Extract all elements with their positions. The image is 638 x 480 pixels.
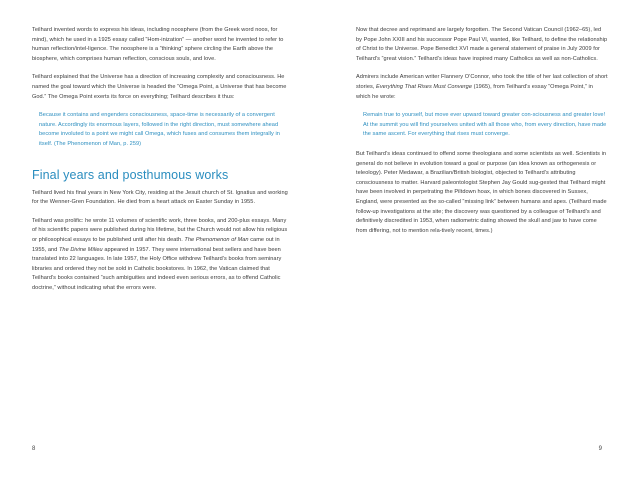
text-run: Teilhard was prolific: he wrote 11 volumes of scientific work, three books, and 200-plus essays. Many of his scientific papers were published during his lifetime, but the Church would not allow his religious or philosophical essays to be published until after his death.: [32, 217, 288, 243]
left-column: [32, 26, 290, 302]
text-run: came out in 1955, and: [32, 236, 280, 253]
book-title: The Divine Milieu: [58, 246, 103, 253]
body-paragraph: Now that decree and reprimand are largely forgotten. The Second Vatican Council (1962–65), led by Pope John XXIII and his successor Pope Paul VI, wanted, like Teilhard, to define the relationship of Christ to the Universe. Pope Benedict XVI made a general statement of praise in July 2009 for Teilhard’s “great vision.” Teilhard’s ideas have inspired many Catholics as well as non-Catholics.: [356, 27, 608, 62]
block-quote: Because it contains and engenders consciousness, space-time is necessarily of a convergent nature. Accordingly its enormous layers, followed in the right direction, must somewhere ahead become involuted to a point we might call Omega, which fuses and consumes them integrally in itself. (The Phenomenon of Man, p. 259): [39, 112, 280, 147]
book-title: The Phenomenon of Man: [184, 236, 249, 243]
body-paragraph: Teilhard invented words to express his ideas, including noosphere (from the Greek word noos, for mind), which he used in a 1925 essay called “Hom-inization” — another word he invented to refer to human reflection/intel-ligence. The noosphere is a “thinking” sphere circling the Earth above the biosphere, which comprises human reflection, conscious souls, and love.: [32, 27, 284, 62]
text-run: Admirers include American writer Flannery O’Connor, who took the title of her last collection of short stories,: [356, 74, 608, 90]
right-column: [356, 26, 608, 245]
block-quote: Remain true to yourself, but move ever upward toward greater con-sciousness and greater love! At the summit you will find yourselves united with all those who, from every direction, have made the same ascent. For everything that rises must converge.: [363, 112, 607, 138]
body-paragraph: Teilhard lived his final years in New York City, residing at the Jesuit church of St. Ignatius and working for the Wenner-Gren Foundation. He died from a heart attack on Easter Sunday in 1955.: [32, 189, 288, 206]
page-number: 9: [598, 446, 602, 452]
body-paragraph: Teilhard explained that the Universe has a direction of increasing complexity and consciousness. He named the goal toward which the Universe is headed the “Omega Point, a Universe that has become God.” The Omega Point exerts its force on everything; Teilhard describes it thus:: [32, 74, 287, 100]
body-paragraph: But Teilhard’s ideas continued to offend some theologians and some scientists as well. Scientists in general do not believe in evolution toward a goal or purpose (an idea known as orthogenesis or teleology). Peter Medawar, a Brazilian/British biologist, objected to Teilhard’s attributing consciousness to matter. Harvard paleontologist Stephen Jay Gould sug-gested that Teilhard might have been involved in perpetrating the Piltdown hoax, in which bones discovered in Sussex, England, were presented as the so-called “missing link” between humans and apes. (Teilhard made follow-up investigations at the site; the discovery was questioned by a colleague of Teilhard’s and definitively discredited in 1953, when radiometric dating showed the skull and jaw to have come from differing, not to mention rela-tively recent, times.): [356, 150, 607, 234]
book-title: Everything That Rises Must Converge: [376, 83, 472, 90]
body-paragraph: [356, 73, 608, 102]
section-heading: Final years and posthumous works: [32, 167, 229, 182]
text-run: (1965), from Teilhard’s essay “Omega Point,” in which he wrote:: [356, 83, 593, 100]
body-paragraph: [32, 217, 290, 294]
page-number: 8: [32, 446, 36, 452]
right-page: [319, 0, 638, 480]
text-run: appeared in 1957. They were international best sellers and have been translated into 22 languages. In late 1957, the Holy Office withdrew Teilhard’s books from seminary libraries and ordered they not be sold in Catholic bookstores. In 1962, the Vatican claimed that Teilhard’s books contained “such ambiguities and indeed even serious errors, as to offend Catholic doctrine,” without indicating what the errors were.: [32, 246, 282, 291]
